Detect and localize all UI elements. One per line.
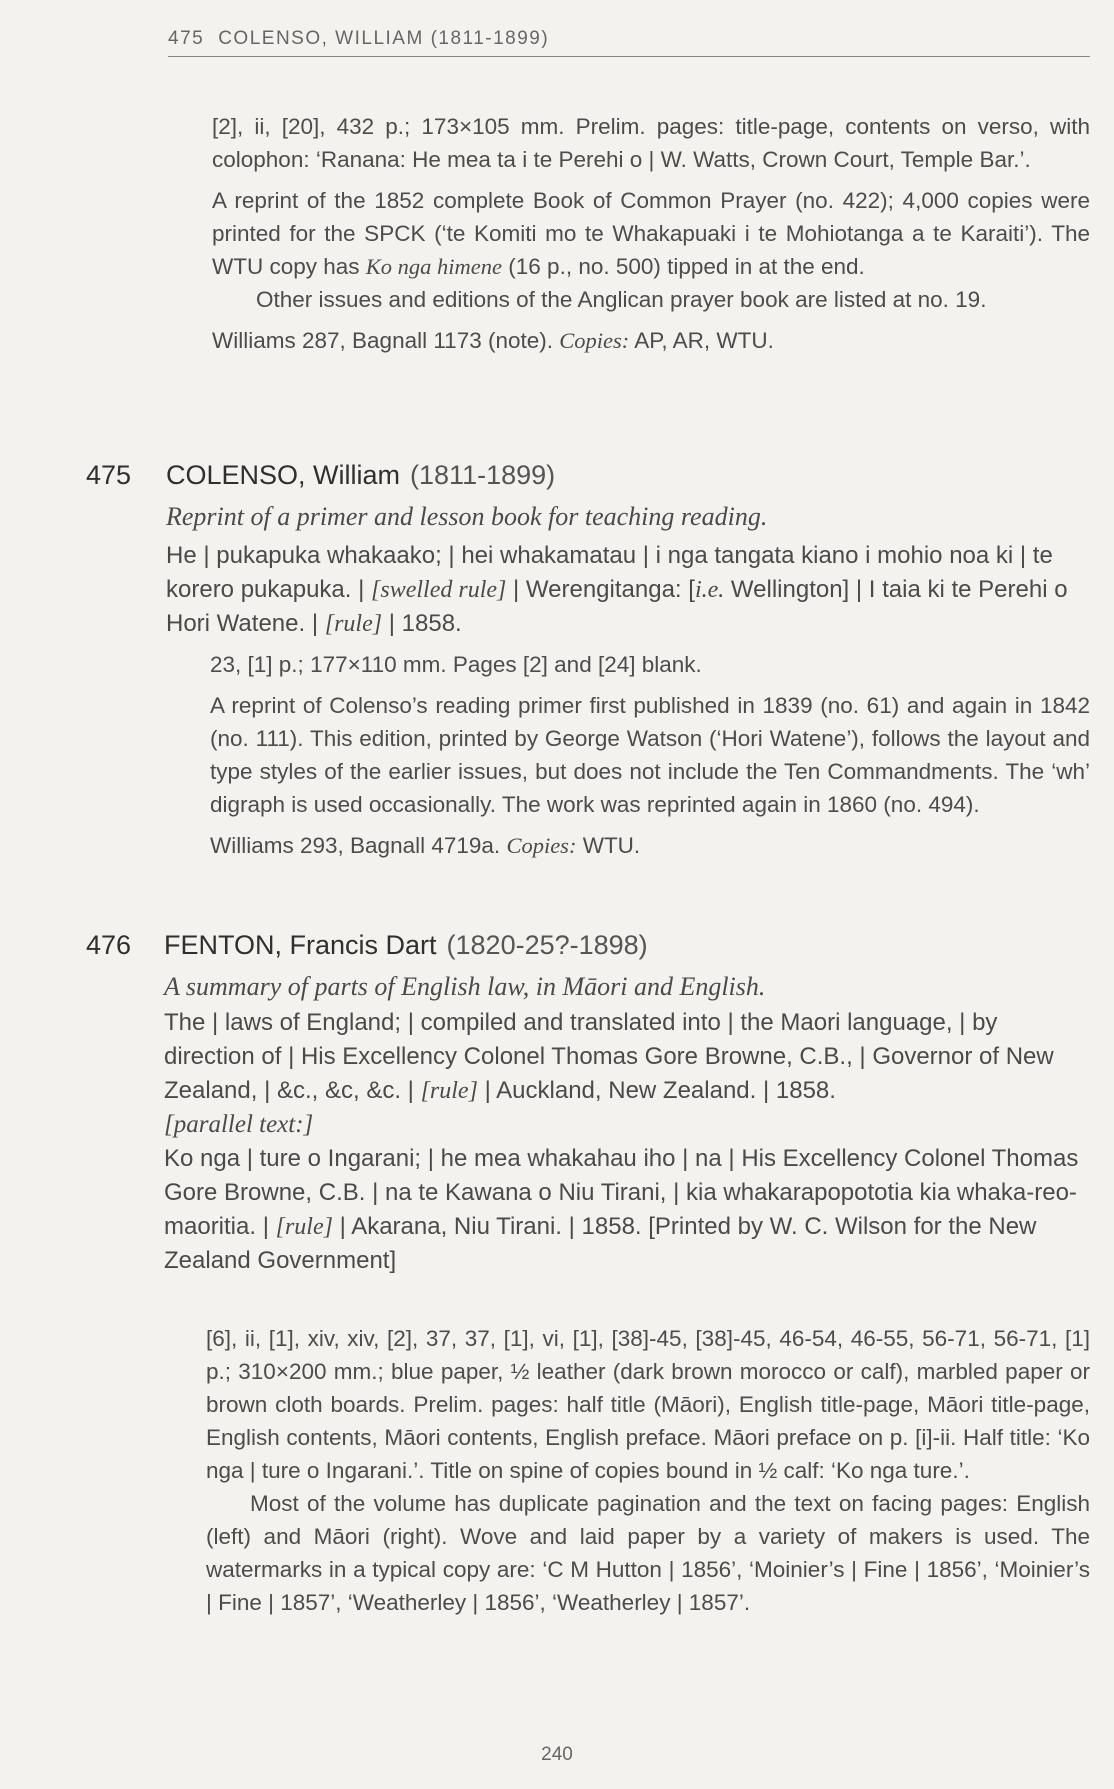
entry-476-note: Most of the volume has duplicate pagination and the text on facing pages: English (left) and Māori (right). Wove and laid paper by a variety of makers is used. The watermarks in a typical copy are: ‘C M Hutton | 1856’, ‘Moinier’s | Fine | 1856’, ‘Moinier’s | Fine | 1857’, ‘Weatherley | 1856’, ‘Weatherley | 1857’. xyxy=(206,1491,1090,1615)
entry-475-body xyxy=(210,648,1090,870)
entry-475-heading xyxy=(86,460,1086,500)
entry-476-maori-title: Ko nga | ture o Ingarani; | he mea whakahau iho | na | His Excellency Colonel Thomas Gore Browne, C.B. | na te Kawana o Niu Tirani, | kia whakarapopototia kia whaka-reo-maoritia. | [rule] | Akarana, Niu Tirani. | 1858. [Printed by W. C. Wilson for the New Zealand Government] xyxy=(164,1145,1079,1274)
entry-476-parallel-label: [parallel text:] xyxy=(164,1111,314,1138)
entry-475-name: COLENSO, William (1811-1899) xyxy=(166,460,556,490)
entry-475-collation: 23, [1] p.; 177×110 mm. Pages [2] and [24] blank. xyxy=(210,652,702,677)
prev-other-issues: Other issues and editions of the Anglican prayer book are listed at no. 19. xyxy=(256,287,987,312)
prev-entry xyxy=(212,110,1090,365)
running-head-number: 475 xyxy=(168,28,205,49)
entry-476-body xyxy=(206,1322,1090,1627)
entry-476-name: FENTON, Francis Dart (1820-25?-1898) xyxy=(164,930,648,960)
entry-475-title: He | pukapuka whakaako; | hei whakamatau | i nga tangata kiano i mohio noa ki | te korero pukapuka. | [swelled rule] | Werengitanga: [i.e. Wellington] | I taia ki te Perehi o Hori Watene. | [rule] | 1858. xyxy=(166,542,1068,637)
entry-475-refs: Williams 293, Bagnall 4719a. Copies: WTU. xyxy=(210,833,641,858)
running-head xyxy=(168,28,1090,57)
entry-475-subtitle: Reprint of a primer and lesson book for teaching reading. xyxy=(166,502,768,531)
running-head-text: COLENSO, WILLIAM (1811-1899) xyxy=(218,28,550,49)
entry-476-number: 476 xyxy=(86,930,132,960)
entry-475-note: A reprint of Colenso’s reading primer first published in 1839 (no. 61) and again in 1842 (no. 111). This edition, printed by George Watson (‘Hori Watene’), follows the layout and type styles of the earlier issues, but does not include the Ten Commandments. The ‘wh’ digraph is used occasionally. The work was reprinted again in 1860 (no. 494). xyxy=(210,693,1090,817)
entry-476-collation: [6], ii, [1], xiv, xiv, [2], 37, 37, [1], vi, [1], [38]-45, [38]-45, 46-54, 46-55, 56-71, 56-71, [1] p.; 310×200 mm.; blue paper, ½ leather (dark brown morocco or calf), marbled paper or brown cloth boards. Prelim. pages: half title (Māori), English title-page, Māori title-page, English contents, Māori contents, English preface. Māori preface on p. [i]-ii. Half title: ‘Ko nga | ture o Ingarani.’. Title on spine of copies bound in ½ calf: ‘Ko nga ture.’. xyxy=(206,1326,1090,1483)
entry-475-number: 475 xyxy=(86,460,132,490)
entry-476-title: The | laws of England; | compiled and translated into | the Maori language, | by direction of | His Excellency Colonel Thomas Gore Browne, C.B., | Governor of New Zealand, | &c., &c, &c. | [rule] | Auckland, New Zealand. | 1858. [parallel text:] Ko nga | ture o Ingarani; | he mea whakahau iho | na | His Excellency Colonel Thomas Gore Browne, C.B. | na te Kawana o Niu Tirani, | kia whakarapopototia kia whaka-reo-maoritia. | [rule] | Akarana, Niu Tirani. | 1858. [Printed by W. C. Wilson for the New Zealand Government] xyxy=(164,1006,1090,1278)
prev-collation: [2], ii, [20], 432 p.; 173×105 mm. Prelim. pages: title-page, contents on verso, with colophon: ‘Ranana: He mea ta i te Perehi o | W. Watts, Crown Court, Temple Bar.’. xyxy=(212,114,1090,172)
entry-476-subtitle: A summary of parts of English law, in Māori and English. xyxy=(164,972,766,1001)
entry-476-heading xyxy=(86,930,1086,970)
page-number: 240 xyxy=(541,1744,573,1765)
prev-note: A reprint of the 1852 complete Book of Common Prayer (no. 422); 4,000 copies were printed for the SPCK (‘te Komiti mo te Whakapuaki i te Mohiotanga a te Karaiti’). The WTU copy has Ko nga himene (16 p., no. 500) tipped in at the end. xyxy=(212,188,1090,279)
prev-refs: Williams 287, Bagnall 1173 (note). Copies: AP, AR, WTU. xyxy=(212,328,774,353)
